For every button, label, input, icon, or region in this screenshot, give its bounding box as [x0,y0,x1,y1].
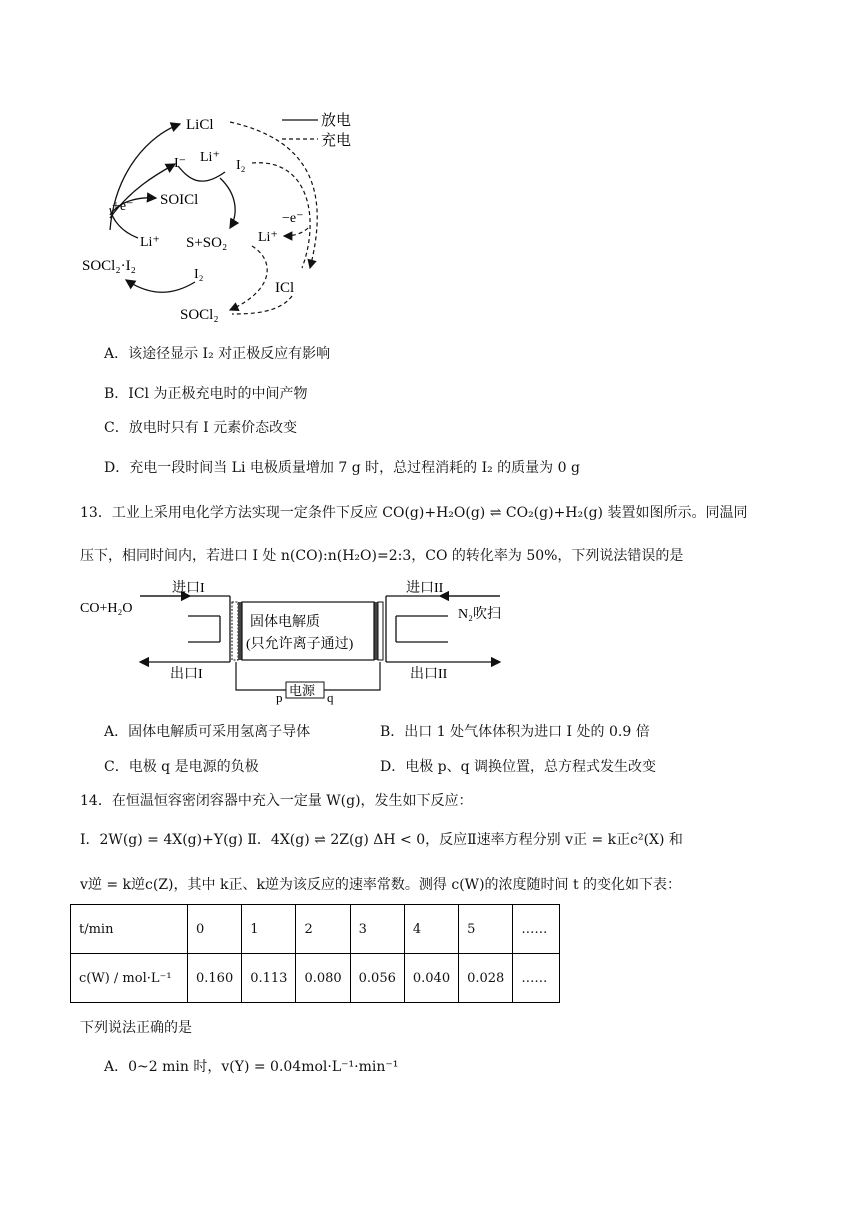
label-plus-e: +e⁻ [112,199,134,214]
table-cell: 0.056 [350,954,404,1003]
q13-option-c: C．电极 q 是电源的负极 [104,759,259,775]
table-cell: 5 [459,905,513,954]
arrow-to-licl [110,124,180,230]
label-licl: LiCl [186,117,214,133]
inlet2-label: 进口II [406,581,444,596]
table-cell: 0.160 [188,954,242,1003]
outlet1-label: 出口I [170,667,203,682]
electrolyte-label-1: 固体电解质 [250,615,320,630]
q14-question: 下列说法正确的是 [80,1020,192,1036]
label-socl2: SOCl₂ [180,307,219,323]
table-cell: …… [513,954,560,1003]
q14-stem-line1: 14．在恒温恒容密闭容器中充入一定量 W(g)，发生如下反应： [80,793,473,809]
dashed-licl-to-icl [230,122,317,268]
arrow-to-socl2i2 [126,280,195,292]
concentration-table [70,904,560,1003]
table-cell: 3 [350,905,404,954]
label-i2-top: I₂ [236,158,246,173]
label-minus-e: −e⁻ [282,211,304,226]
label-i-minus: I⁻ [174,156,187,171]
q12-option-b: B．ICl 为正极充电时的中间产物 [104,386,308,402]
electrode-p: p [276,690,283,705]
reaction-cycle-diagram [60,100,380,330]
feed-label: CO+H₂O [80,601,133,616]
q13-stem-line1: 13．工业上采用电化学方法实现一定条件下反应 CO(g)+H₂O(g) ⇌ CO₂(g)+H₂(g) 装置如图所示。同温同 [80,505,748,521]
table-row [71,954,560,1003]
q14-option-a: A．0~2 min 时，v(Y) = 0.04mol·L⁻¹·min⁻¹ [104,1059,399,1075]
electrode-q: q [327,690,334,705]
label-socl2-i2: SOCl₂·I₂ [82,258,136,274]
electrolysis-device-diagram [80,578,520,708]
dashed-icl-to-socl2 [232,296,292,314]
q13-option-a: A．固体电解质可采用氢离子导体 [104,724,311,740]
q12-option-c: C．放电时只有 I 元素价态改变 [104,420,298,436]
label-li-plus-3: Li⁺ [258,230,278,245]
arrow-to-s-so2 [220,178,235,228]
label-s-so2: S+SO₂ [186,235,228,251]
q13-option-d: D．电极 p、q 调换位置，总方程式发生改变 [380,759,657,775]
legend-charge: 充电 [321,133,352,149]
table-cell: t/min [71,905,188,954]
table-cell: 1 [242,905,296,954]
table-cell: 4 [404,905,458,954]
label-li-plus-2: Li⁺ [140,235,160,250]
label-icl: ICl [275,280,295,296]
table-row [71,905,560,954]
dashed-to-li [284,228,308,236]
table-cell: 0.040 [404,954,458,1003]
q12-option-d: D．充电一段时间当 Li 电极质量增加 7 g 时，总过程消耗的 I₂ 的质量为 0 g [104,460,580,476]
q13-stem-line2: 压下，相同时间内，若进口 I 处 n(CO):n(H₂O)=2:3，CO 的转化率为 50%，下列说法错误的是 [80,548,684,564]
table-cell: …… [513,905,560,954]
table-cell: 0 [188,905,242,954]
n2-label: N₂吹扫 [458,607,501,622]
table-cell: 0.028 [459,954,513,1003]
label-i2-bottom: I₂ [194,267,204,282]
table-cell: c(W) / mol·L⁻¹ [71,954,188,1003]
q13-option-b: B．出口 1 处气体体积为进口 I 处的 0.9 倍 [380,724,650,740]
label-soicl: SOICl [160,192,199,208]
table-cell: 0.113 [242,954,296,1003]
table-cell: 2 [296,905,350,954]
power-label: 电源 [289,683,316,698]
q14-stem-line3: v逆 = k逆c(Z)，其中 k正、k逆为该反应的速率常数。测得 c(W)的浓度随时间 t 的变化如下表： [80,877,682,893]
dashed-sso2-to-socl2 [230,246,267,310]
legend-discharge: 放电 [321,113,352,129]
electrolyte-label-2: (只允许离子通过) [246,637,354,652]
table-cell: 0.080 [296,954,350,1003]
q14-stem-line2: Ⅰ．2W(g) = 4X(g)+Y(g) Ⅱ．4X(g) ⇌ 2Z(g) ΔH < 0，反应Ⅱ速率方程分别 v正 = k正c²(X) 和 [80,832,683,848]
q12-option-a: A．该途径显示 I₂ 对正极反应有影响 [104,346,331,362]
label-li-plus-1: Li⁺ [200,150,220,165]
outlet2-label: 出口II [410,667,448,682]
inlet1-label: 进口I [172,581,205,596]
